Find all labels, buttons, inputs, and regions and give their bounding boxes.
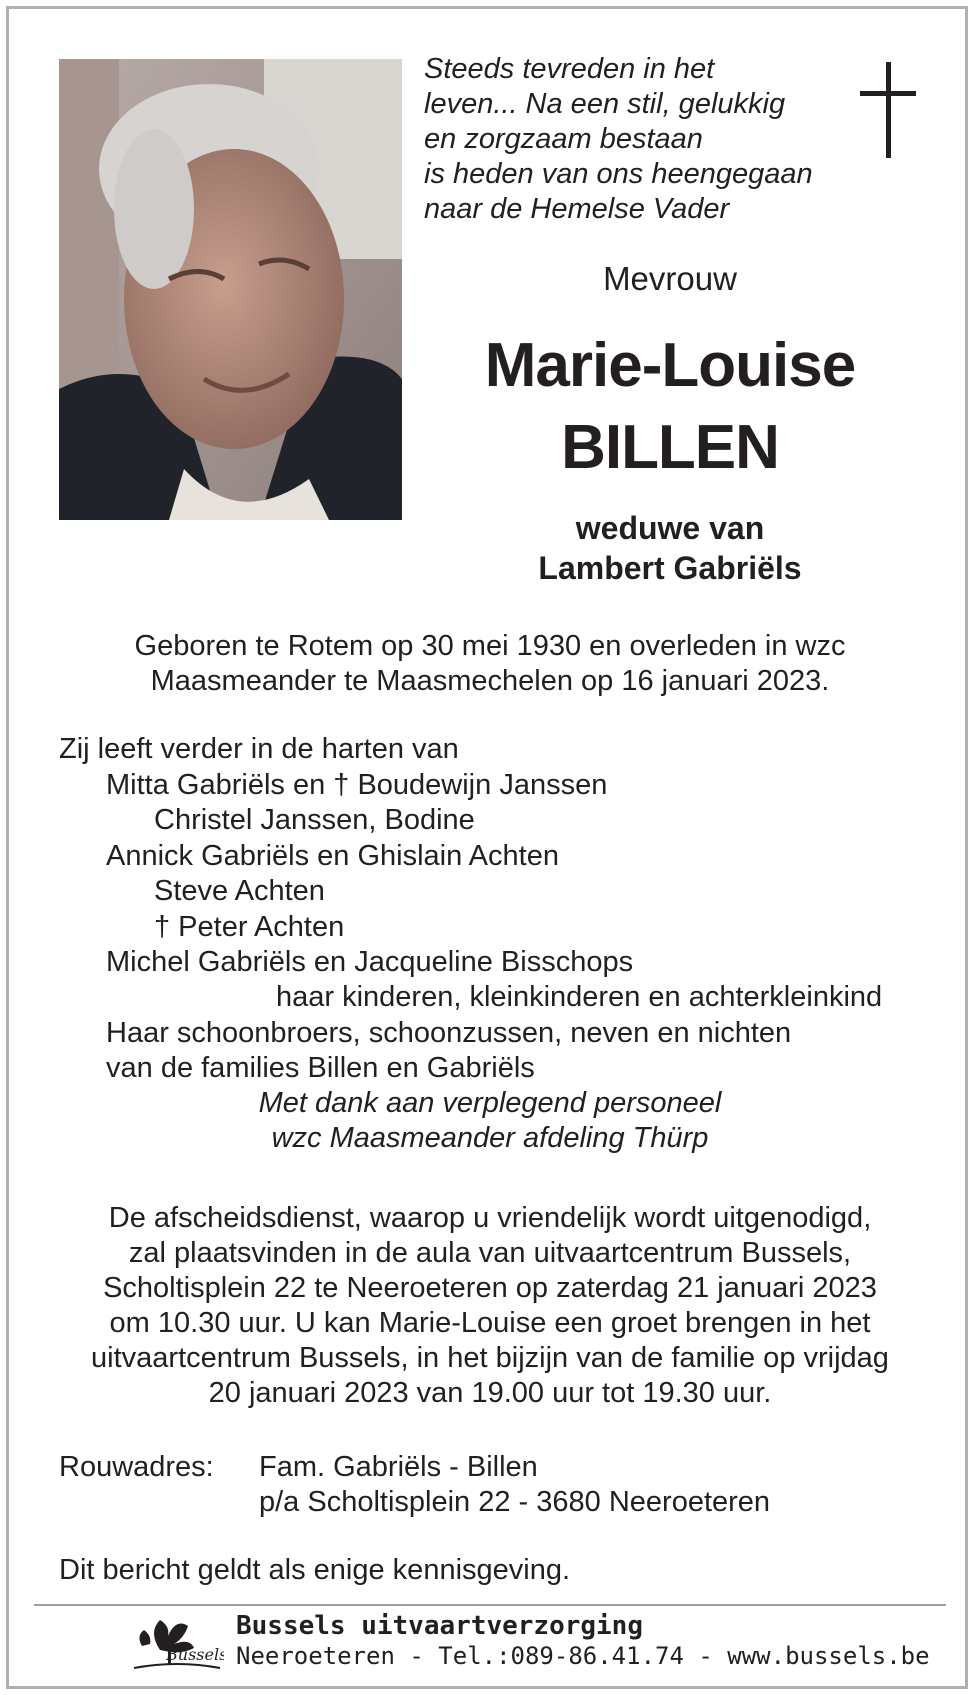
thanks-note <box>40 1086 940 1156</box>
widow-of-label: weduwe van <box>575 510 765 546</box>
quote-line: naar de Hemelse Vader <box>424 193 730 225</box>
company-contact: Neeroeteren - Tel.:089-86.41.74 - www.bussels.be <box>236 1642 930 1670</box>
spouse-name: Lambert Gabriëls <box>538 550 802 586</box>
thanks-line: Met dank aan verplegend personeel <box>258 1087 722 1119</box>
family-line: Haar schoonbroers, schoonzussen, neven en nichten <box>106 1017 792 1049</box>
quote-line: is heden van ons heengegaan <box>424 158 813 190</box>
company-name: Bussels uitvaartverzorging <box>236 1611 643 1641</box>
family-line: Christel Janssen, Bodine <box>154 804 475 836</box>
portrait-photo <box>59 59 402 520</box>
quote-line: Steeds tevreden in het <box>424 53 715 85</box>
family-line: † Peter Achten <box>154 911 345 943</box>
birth-line: Maasmeander te Maasmechelen op 16 januari 2023. <box>150 665 830 697</box>
address-line: p/a Scholtisplein 22 - 3680 Neeroeteren <box>259 1486 771 1518</box>
family-line: Mitta Gabriëls en † Boudewijn Janssen <box>106 769 608 801</box>
family-line: Michel Gabriëls en Jacqueline Bisschops <box>106 946 634 978</box>
service-line: Scholtisplein 22 te Neeroeteren op zaterdag 21 januari 2023 <box>103 1272 877 1304</box>
salutation: Mevrouw <box>603 260 737 297</box>
family-line: van de families Billen en Gabriëls <box>106 1052 535 1084</box>
opening-quote <box>424 52 864 227</box>
cross-icon <box>860 62 920 158</box>
service-line: uitvaartcentrum Bussels, in het bijzijn van de familie op vrijdag <box>91 1342 889 1374</box>
family-intro: Zij leeft verder in de harten van <box>59 733 459 765</box>
quote-line: en zorgzaam bestaan <box>424 123 703 155</box>
logo-text: Bussels <box>166 1645 224 1664</box>
service-info <box>40 1201 940 1411</box>
family-line: Steve Achten <box>154 875 325 907</box>
service-line: om 10.30 uur. U kan Marie-Louise een groet brengen in het <box>109 1307 871 1339</box>
service-line: 20 januari 2023 van 19.00 uur tot 19.30 uur. <box>208 1377 772 1409</box>
service-line: zal plaatsvinden in de aula van uitvaartcentrum Bussels, <box>128 1237 852 1269</box>
service-line: De afscheidsdienst, waarop u vriendelijk wordt uitgenodigd, <box>108 1202 872 1234</box>
divider <box>34 1604 946 1606</box>
notice-text: Dit bericht geldt als enige kennisgeving. <box>59 1554 571 1586</box>
bussels-logo <box>130 1612 224 1674</box>
last-name: BILLEN <box>561 413 779 482</box>
family-line: haar kinderen, kleinkinderen en achterkleinkind <box>276 981 883 1013</box>
birth-line: Geboren te Rotem op 30 mei 1930 en overleden in wzc <box>134 630 846 662</box>
family-line: Annick Gabriëls en Ghislain Achten <box>106 840 559 872</box>
address-label: Rouwadres: <box>59 1451 214 1483</box>
thanks-line: wzc Maasmeander afdeling Thürp <box>271 1122 709 1154</box>
address-line: Fam. Gabriëls - Billen <box>259 1451 538 1483</box>
first-name: Marie-Louise <box>484 331 856 400</box>
birth-death-info <box>40 629 940 699</box>
quote-line: leven... Na een stil, gelukkig <box>424 88 786 120</box>
